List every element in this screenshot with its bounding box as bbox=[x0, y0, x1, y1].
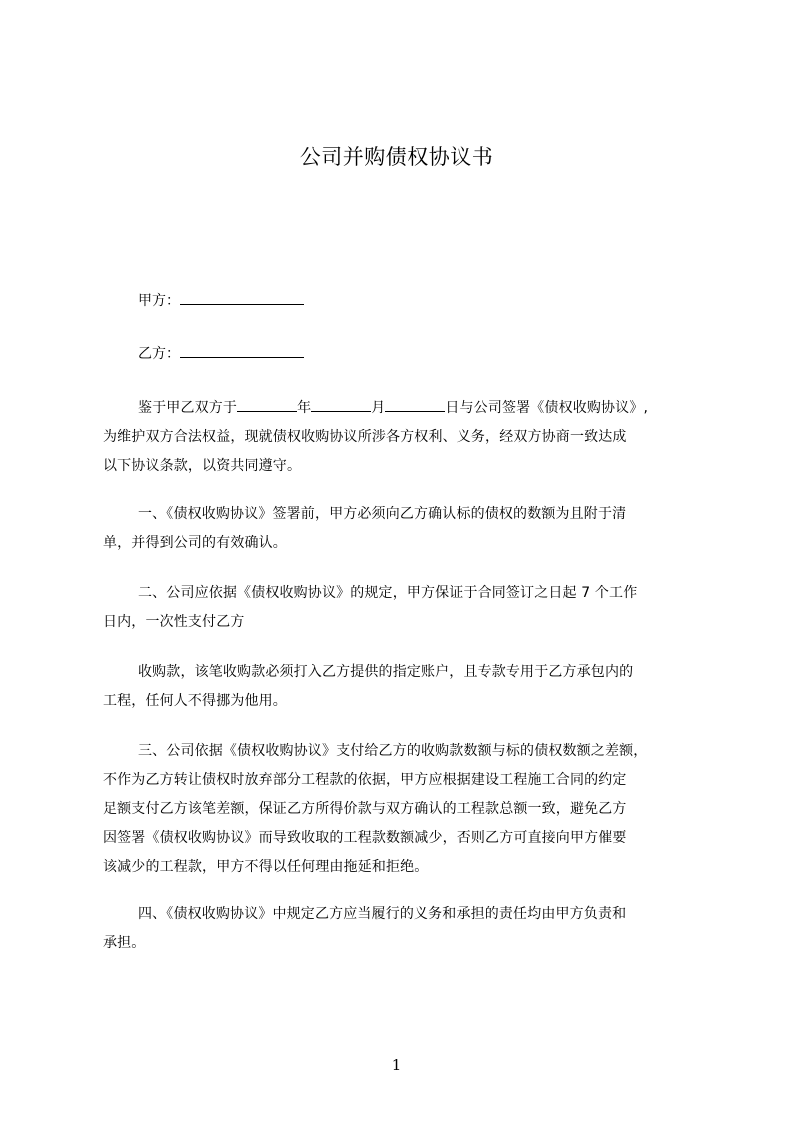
preamble-paragraph bbox=[103, 394, 700, 481]
clause-line: 不作为乙方转让债权时放弃部分工程款的依据，甲方应根据建设工程施工合同的约定 bbox=[103, 772, 627, 788]
clause-2 bbox=[103, 579, 700, 637]
party-b-blank bbox=[180, 343, 304, 358]
day-blank bbox=[385, 397, 445, 412]
page-number: 1 bbox=[391, 1056, 402, 1074]
party-a-line bbox=[138, 290, 304, 311]
clause-line: 单，并得到公司的有效确认。 bbox=[103, 535, 287, 551]
clause-line: 足额支付乙方该笔差额，保证乙方所得价款与双方确认的工程款总额一致，避免乙方 bbox=[103, 801, 627, 817]
preamble-line: 以下协议条款，以资共同遵守。 bbox=[103, 458, 302, 474]
year-blank bbox=[237, 397, 297, 412]
party-b-label: 乙方： bbox=[138, 346, 180, 362]
clause-line: 收购款，该笔收购款必须打入乙方提供的指定账户，且专款专用于乙方承包内的 bbox=[138, 664, 634, 680]
party-a-label: 甲方： bbox=[138, 293, 180, 309]
clause-line: 一、《债权收购协议》签署前，甲方必须向乙方确认标的债权的数额为且附于清 bbox=[138, 506, 627, 522]
year-label: 年 bbox=[297, 400, 312, 416]
preamble-text: 鉴于甲乙双方于 bbox=[138, 400, 238, 416]
clause-line: 工程，任何人不得挪为他用。 bbox=[103, 693, 287, 709]
party-b-line bbox=[138, 343, 304, 364]
party-a-blank bbox=[180, 290, 304, 305]
document-title: 公司并购债权协议书 bbox=[299, 145, 494, 169]
clause-4 bbox=[103, 900, 700, 958]
clause-line: 该减少的工程款，甲方不得以任何理由拖延和拒绝。 bbox=[103, 859, 429, 875]
preamble-line bbox=[103, 394, 700, 423]
clause-3 bbox=[103, 737, 700, 882]
clause-line: 二、公司应依据《债权收购协议》的规定，甲方保证于合同签订之日起 7 个工作 bbox=[138, 585, 638, 601]
clause-line: 四、《债权收购协议》中规定乙方应当履行的义务和承担的责任均由甲方负责和 bbox=[138, 906, 627, 922]
month-blank bbox=[311, 397, 371, 412]
clause-2-continued bbox=[103, 658, 700, 716]
clause-line: 承担。 bbox=[103, 935, 146, 951]
clause-line: 日内，一次性支付乙方 bbox=[103, 614, 245, 630]
clause-line: 因签署《债权收购协议》而导致收取的工程款数额减少，否则乙方可直接向甲方催要 bbox=[103, 830, 627, 846]
day-label: 日与公司签署《债权收购协议》, bbox=[445, 400, 649, 416]
clause-1 bbox=[103, 500, 700, 558]
clause-line: 三、公司依据《债权收购协议》支付给乙方的收购款数额与标的债权数额之差额， bbox=[138, 743, 648, 759]
preamble-line: 为维护双方合法权益，现就债权收购协议所涉各方权利、义务，经双方协商一致达成 bbox=[103, 429, 627, 445]
month-label: 月 bbox=[371, 400, 386, 416]
